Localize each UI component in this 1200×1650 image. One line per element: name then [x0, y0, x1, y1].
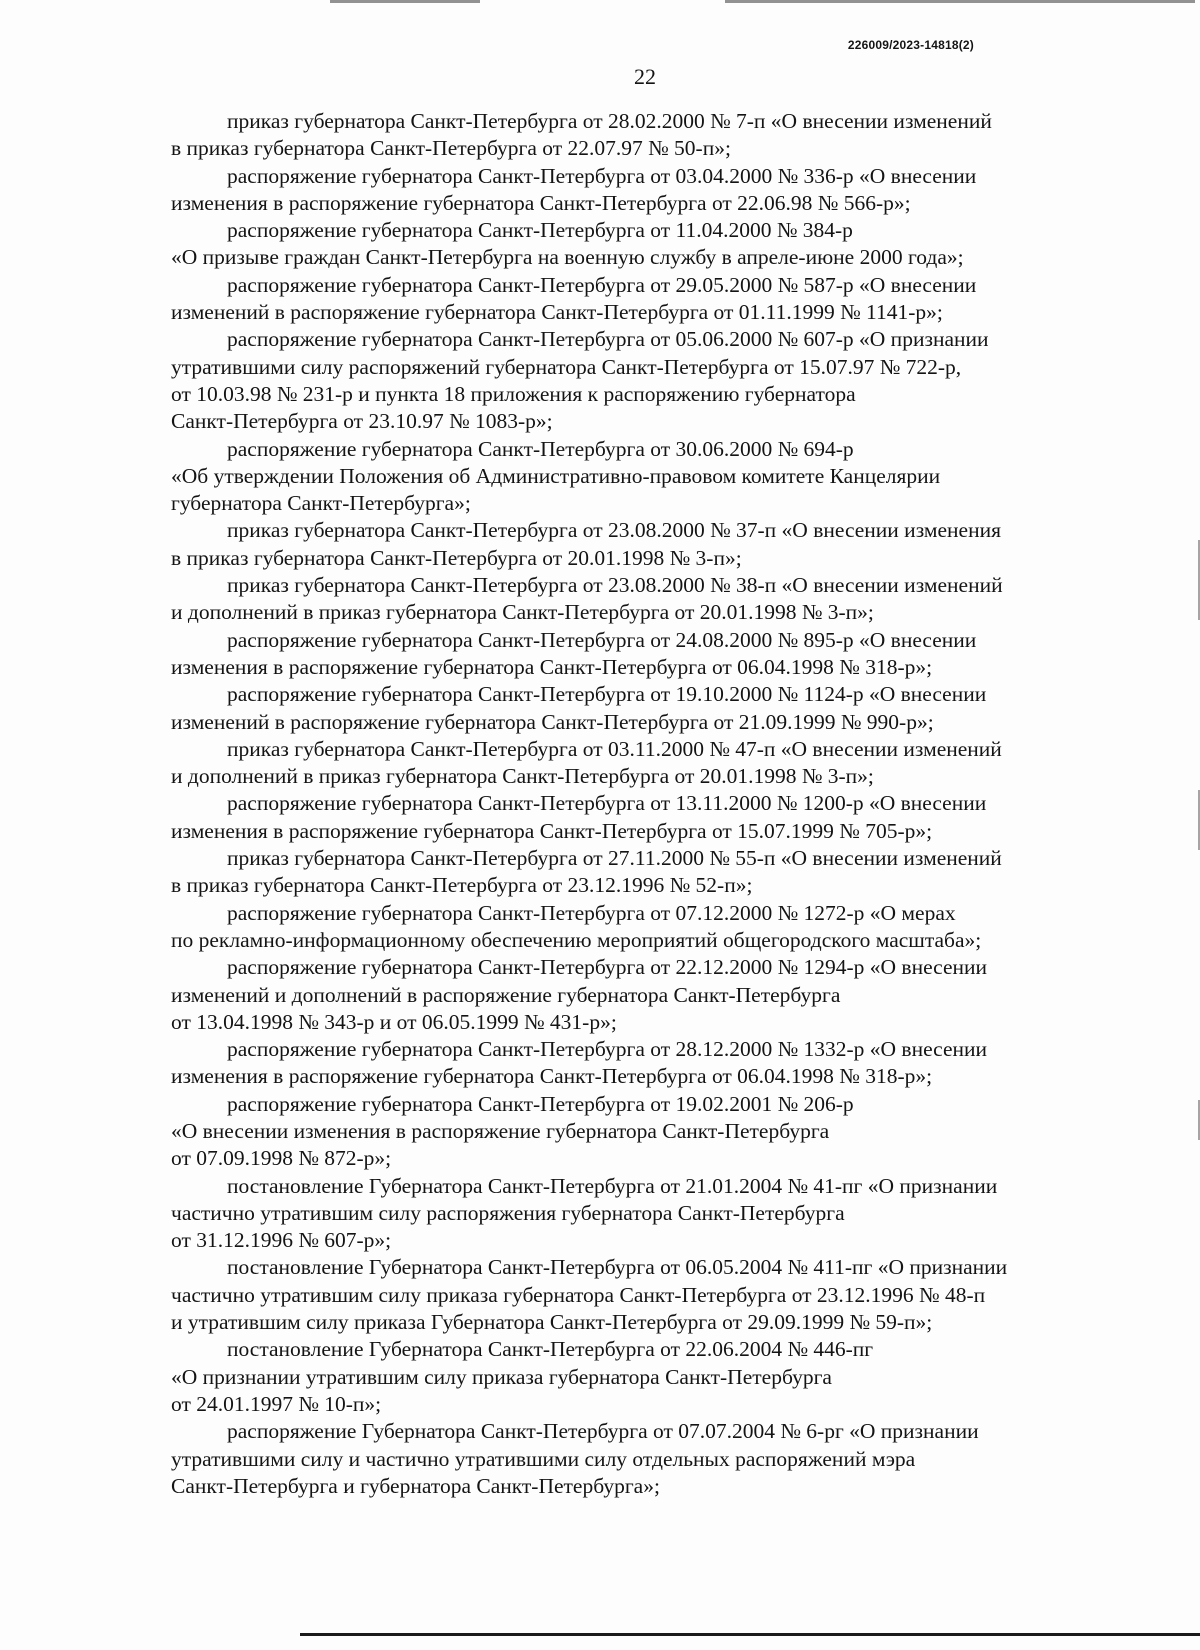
- document-paragraph: приказ губернатора Санкт-Петербурга от 03.11.2000 № 47-п «О внесении изменений и дополнений в приказ губернатора Санкт-Петербурга от 20.01.1998 № 3-п»;: [171, 736, 1002, 789]
- document-paragraph: распоряжение губернатора Санкт-Петербурга от 29.05.2000 № 587-р «О внесении изменений в распоряжение губернатора Санкт-Петербурга от 01.11.1999 № 1141-р»;: [171, 272, 977, 325]
- page-number: 22: [634, 64, 656, 89]
- document-paragraph: приказ губернатора Санкт-Петербурга от 27.11.2000 № 55-п «О внесении изменений в приказ губернатора Санкт-Петербурга от 23.12.1996 № 52-п»;: [171, 846, 1002, 898]
- document-paragraph: приказ губернатора Санкт-Петербурга от 23.08.2000 № 38-п «О внесении изменений и дополнений в приказ губернатора Санкт-Петербурга от 20.01.1998 № 3-п»;: [171, 573, 1003, 625]
- document-paragraph: распоряжение губернатора Санкт-Петербурга от 28.12.2000 № 1332-р «О внесении изменения в распоряжение губернатора Санкт-Петербурга от 06.04.1998 № 318-р»;: [171, 1037, 988, 1089]
- document-paragraph: постановление Губернатора Санкт-Петербурга от 22.06.2004 № 446-пг «О признании утратившим силу приказа губернатора Санкт-Петербурга от 24.01.1997 № 10-п»;: [171, 1337, 874, 1416]
- document-paragraph: распоряжение губернатора Санкт-Петербурга от 11.04.2000 № 384-р «О призыве граждан Санкт-Петербурга на военную службу в апреле-июне 2000 года»;: [171, 218, 964, 270]
- document-body: [171, 108, 1117, 1500]
- document-paragraph: постановление Губернатора Санкт-Петербурга от 21.01.2004 № 41-пг «О признании частично утратившим силу распоряжения губернатора Санкт-Петербурга от 31.12.1996 № 607-р»;: [171, 1173, 998, 1253]
- document-paragraph: постановление Губернатора Санкт-Петербурга от 06.05.2004 № 411-пг «О признании частично утратившим силу приказа губернатора Санкт-Петербурга от 23.12.1996 № 48-п и утратившим силу приказа Губернатора Санкт-Петербурга от 29.09.1999 № 59-п»;: [171, 1255, 1008, 1335]
- document-paragraph: распоряжение губернатора Санкт-Петербурга от 03.04.2000 № 336-р «О внесении изменения в распоряжение губернатора Санкт-Петербурга от 22.06.98 № 566-р»;: [171, 163, 977, 215]
- document-registration-number: 226009/2023-14818(2): [847, 38, 974, 52]
- document-paragraph: распоряжение губернатора Санкт-Петербурга от 24.08.2000 № 895-р «О внесении изменения в распоряжение губернатора Санкт-Петербурга от 06.04.1998 № 318-р»;: [171, 627, 977, 679]
- document-paragraph: распоряжение губернатора Санкт-Петербурга от 30.06.2000 № 694-р «Об утверждении Положения об Административно-правовом комитете Канцелярии губернатора Санкт-Петербурга»;: [171, 436, 941, 516]
- document-paragraph: распоряжение губернатора Санкт-Петербурга от 05.06.2000 № 607-р «О признании утратившими силу распоряжений губернатора Санкт-Петербурга от 15.07.97 № 722-р, от 10.03.98 № 231-р и пункта 18 приложения к распоряжению губернатора Санкт-Петербурга от 23.10.97 № 1083-р»;: [171, 327, 989, 434]
- document-paragraph: распоряжение губернатора Санкт-Петербурга от 07.12.2000 № 1272-р «О мерах по рекламно-информационному обеспечению мероприятий общегородского масштаба»;: [171, 900, 982, 952]
- scan-artifact-top-left: [330, 0, 480, 3]
- scan-artifact-top-right: [725, 0, 1195, 3]
- document-paragraph: распоряжение губернатора Санкт-Петербурга от 22.12.2000 № 1294-р «О внесении изменений и дополнений в распоряжение губернатора Санкт-Петербурга от 13.04.1998 № 343-р и от 06.05.1999 № 431-р»;: [171, 955, 988, 1034]
- document-paragraph: распоряжение губернатора Санкт-Петербурга от 19.10.2000 № 1124-р «О внесении изменений в распоряжение губернатора Санкт-Петербурга от 21.09.1999 № 990-р»;: [171, 682, 987, 734]
- document-paragraph: распоряжение губернатора Санкт-Петербурга от 19.02.2001 № 206-р «О внесении изменения в распоряжение губернатора Санкт-Петербурга от 07.09.1998 № 872-р»;: [171, 1091, 854, 1171]
- scan-artifact-bottom: [300, 1633, 1200, 1636]
- document-paragraph: приказ губернатора Санкт-Петербурга от 23.08.2000 № 37-п «О внесении изменения в приказ губернатора Санкт-Петербурга от 20.01.1998 № 3-п»;: [171, 518, 1001, 570]
- document-paragraph: приказ губернатора Санкт-Петербурга от 28.02.2000 № 7-п «О внесении изменений в приказ губернатора Санкт-Петербурга от 22.07.97 № 50-п»;: [171, 109, 992, 161]
- document-paragraph: распоряжение губернатора Санкт-Петербурга от 13.11.2000 № 1200-р «О внесении изменения в распоряжение губернатора Санкт-Петербурга от 15.07.1999 № 705-р»;: [171, 791, 987, 843]
- document-paragraph: распоряжение Губернатора Санкт-Петербурга от 07.07.2004 № 6-рг «О признании утратившими силу и частично утратившими силу отдельных распоряжений мэра Санкт-Петербурга и губернатора Санкт-Петербурга»;: [171, 1419, 979, 1498]
